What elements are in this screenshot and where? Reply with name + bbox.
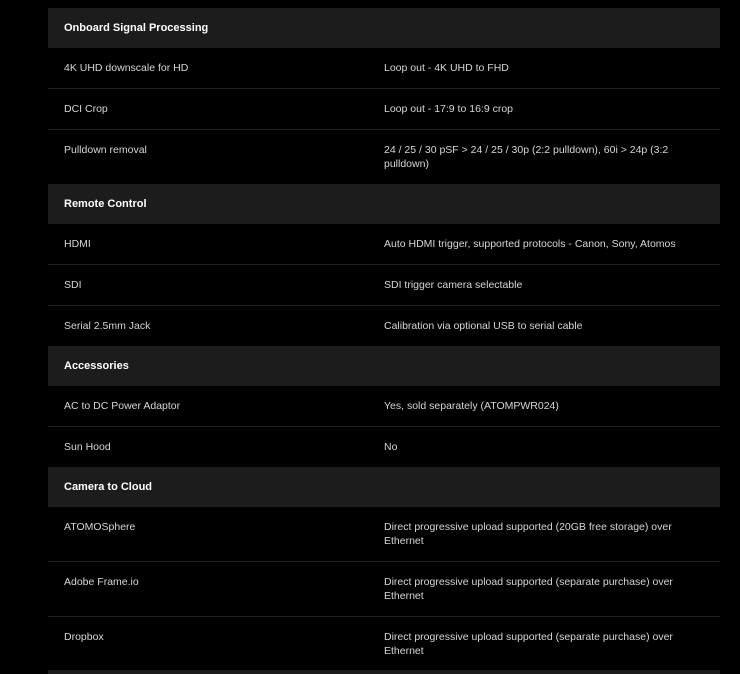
spec-value: Direct progressive upload supported (20GB free storage) over Ethernet xyxy=(384,521,672,547)
spec-value: Loop out - 4K UHD to FHD xyxy=(384,62,509,74)
spec-label: Pulldown removal xyxy=(64,144,147,156)
spec-value: Direct progressive upload supported (separate purchase) over Ethernet xyxy=(384,631,673,657)
spec-label: 4K UHD downscale for HD xyxy=(64,62,189,74)
spec-row xyxy=(48,130,720,184)
next-section-header-edge xyxy=(48,670,720,674)
section-header-accessories xyxy=(48,346,720,386)
spec-row xyxy=(48,386,720,427)
spec-value: 24 / 25 / 30 pSF > 24 / 25 / 30p (2:2 pulldown), 60i > 24p (3:2 pulldown) xyxy=(384,144,669,170)
section-title: Onboard Signal Processing xyxy=(64,22,209,34)
spec-label: Sun Hood xyxy=(64,441,111,453)
spec-label: ATOMOSphere xyxy=(64,521,136,533)
spec-row xyxy=(48,617,720,672)
spec-value: Auto HDMI trigger, supported protocols - Canon, Sony, Atomos xyxy=(384,238,676,250)
spec-row xyxy=(48,224,720,265)
spec-row xyxy=(48,89,720,130)
spec-row xyxy=(48,427,720,467)
spec-label: Dropbox xyxy=(64,631,104,643)
spec-label: Adobe Frame.io xyxy=(64,576,139,588)
spec-label: Serial 2.5mm Jack xyxy=(64,320,151,332)
spec-label: DCI Crop xyxy=(64,103,108,115)
spec-value: Direct progressive upload supported (separate purchase) over Ethernet xyxy=(384,576,673,602)
section-header-onboard-signal-processing xyxy=(48,8,720,48)
section-title: Remote Control xyxy=(64,198,147,210)
spec-value: Yes, sold separately (ATOMPWR024) xyxy=(384,400,559,412)
section-header-camera-to-cloud xyxy=(48,467,720,507)
spec-value: SDI trigger camera selectable xyxy=(384,279,523,291)
section-header-remote-control xyxy=(48,184,720,224)
spec-row xyxy=(48,306,720,346)
spec-label: AC to DC Power Adaptor xyxy=(64,400,181,412)
spec-value: Loop out - 17:9 to 16:9 crop xyxy=(384,103,514,115)
spec-table xyxy=(48,8,720,672)
spec-row xyxy=(48,507,720,562)
spec-row xyxy=(48,562,720,617)
spec-row xyxy=(48,265,720,306)
spec-value: No xyxy=(384,441,398,453)
spec-value: Calibration via optional USB to serial cable xyxy=(384,320,583,332)
spec-row xyxy=(48,48,720,89)
section-title: Accessories xyxy=(64,360,129,372)
spec-label: SDI xyxy=(64,279,82,291)
section-title: Camera to Cloud xyxy=(64,481,153,493)
spec-label: HDMI xyxy=(64,238,91,250)
